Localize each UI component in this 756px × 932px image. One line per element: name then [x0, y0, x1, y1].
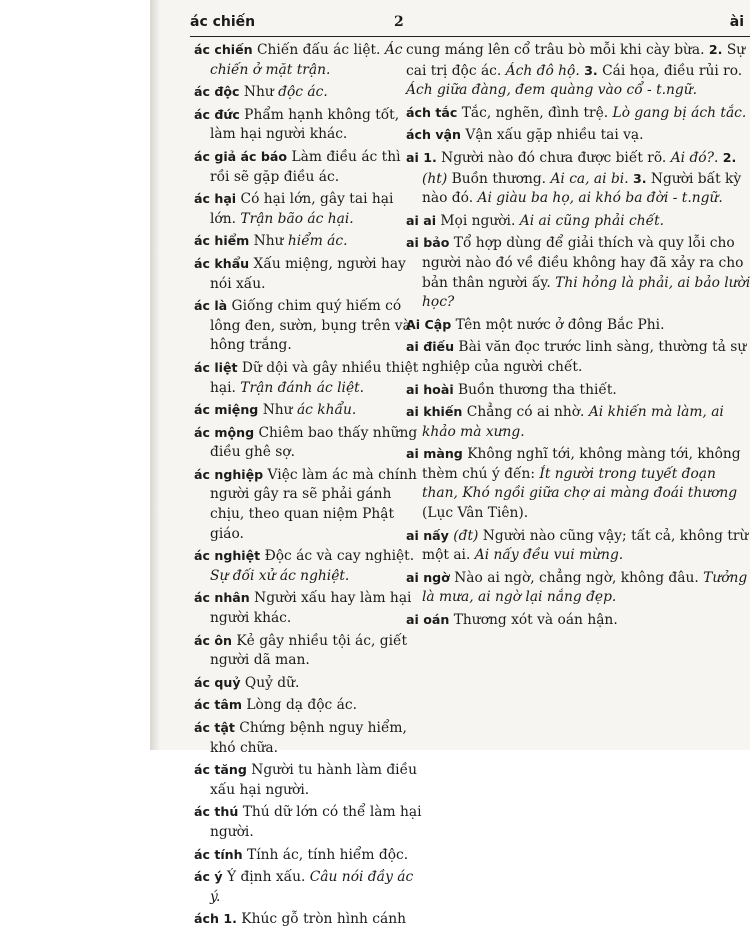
entry-headword: ai nấy [406, 527, 449, 543]
entry-example: Lò gang bị ách tắc. [612, 104, 747, 121]
entry-headword: ác độc [194, 84, 240, 100]
entry-example: (đt) [453, 527, 479, 544]
dictionary-entry [406, 444, 756, 523]
right-column [406, 40, 756, 633]
entry-headword: ác hiểm [194, 233, 250, 249]
entry-headword: ác giả ác báo [194, 148, 288, 164]
entry-text: Sự cai trị độc ác. [406, 42, 746, 79]
dictionary-entry [194, 718, 422, 758]
entry-headword: ác nghiệp [194, 466, 264, 482]
entry-example: Thi hỏng là phải, ai bảo lười học? [422, 274, 751, 311]
entry-example: Ai ca, ai bi. [550, 170, 629, 187]
entry-example: Ít người trong tuyết đoạn than, Khó ngồi giữa chợ ai màng đoái thương [422, 465, 738, 502]
dictionary-entry [406, 380, 756, 401]
dictionary-entry [406, 211, 756, 232]
entry-text: Chiêm bao thấy những điều ghê sợ. [210, 424, 418, 461]
entry-headword: ai oán [406, 612, 450, 628]
entry-headword: ai ai [406, 212, 437, 228]
dictionary-entry [194, 760, 422, 800]
entry-text: Dữ dội và gây nhiều thiệt hại. [210, 359, 419, 396]
dictionary-entry [406, 40, 756, 101]
entry-example: Câu nói đầy ác ý. [210, 869, 414, 905]
dictionary-entry [194, 296, 422, 356]
entry-text: Tắc, nghẽn, đình trệ. [457, 104, 613, 121]
dictionary-entry [406, 337, 756, 377]
dictionary-entry [194, 867, 422, 907]
dictionary-entry [194, 546, 422, 586]
entry-headword: ác ôn [194, 632, 232, 648]
dictionary-entry [406, 103, 756, 124]
dictionary-entry [194, 673, 422, 694]
entry-text: Như [239, 84, 279, 101]
dictionary-entry [194, 465, 422, 544]
entry-example: Tưởng là mưa, ai ngờ lại nắng đẹp. [422, 569, 748, 606]
dictionary-entry [406, 148, 756, 209]
entry-example: hiểm ác. [287, 233, 348, 250]
entry-text: Quỷ dữ. [240, 674, 300, 691]
sense-number: 2. [708, 42, 723, 57]
dictionary-entry [194, 802, 422, 842]
entry-text: Nào ai ngờ, chẳng ngờ, không đâu. [449, 569, 704, 586]
entry-text: Tính ác, tính hiểm độc. [242, 846, 409, 863]
page-header [190, 14, 750, 38]
sense-number: 3. [632, 170, 647, 186]
entry-headword: ách tắc [406, 104, 458, 120]
entry-headword: ai hoài [406, 381, 454, 397]
entry-headword: ai ngờ [406, 569, 450, 585]
entry-example: Ác chiến ở mặt trận. [210, 42, 403, 78]
entry-headword: ác chiến [194, 42, 253, 57]
entry-example: Ai đó? [670, 149, 715, 166]
entry-text: Người nào cũng vậy; tất cả, không trừ một ai. [422, 527, 749, 564]
dictionary-entry [406, 610, 756, 631]
entry-headword: ai điếu [406, 339, 455, 355]
dictionary-entry [194, 147, 422, 187]
page-edge-shadow [150, 0, 160, 750]
dictionary-entry [194, 254, 422, 294]
dictionary-entry [194, 231, 422, 252]
entry-text: Bài văn đọc trước linh sàng, thường tả sự nghiệp của người chết. [422, 339, 747, 375]
header-rule [190, 36, 750, 37]
dictionary-entry [194, 105, 422, 145]
entry-headword: ác tính [194, 846, 243, 862]
entry-text: Thương xót và oán hận. [449, 612, 618, 629]
entry-headword: ác liệt [194, 359, 238, 375]
entry-text: Ý định xấu. [222, 869, 310, 886]
entry-example: độc ác. [278, 84, 328, 101]
entry-headword: ác quỷ [194, 674, 241, 690]
sense-number: 2. [722, 149, 737, 165]
entry-text: - [668, 190, 682, 207]
entry-text: Thú dữ lớn có thể làm hại người. [210, 804, 422, 840]
dictionary-entry [194, 358, 422, 398]
entry-text: Mọi người. [436, 212, 520, 229]
entry-text: (Lục Vân Tiên). [422, 505, 529, 522]
entry-headword: ác hại [194, 191, 237, 207]
entry-headword: Ai Cập [406, 316, 452, 332]
entry-example: Trận bão ác hại. [240, 210, 354, 227]
entry-text: Người nào đó chưa được biết rõ. [436, 149, 671, 166]
left-column [194, 40, 422, 932]
dictionary-entry [194, 695, 422, 716]
entry-text: Như [258, 402, 297, 419]
dictionary-entry [406, 233, 756, 312]
entry-text: Giống chim quý hiếm có lông đen, sườn, bụng trên và hông trắng. [210, 298, 411, 354]
entry-text: Việc làm ác mà chính người gây ra sẽ phải gánh chịu, theo quan niệm Phật giáo. [210, 466, 417, 542]
entry-headword: ác nhân [194, 590, 250, 606]
dictionary-entry [194, 423, 422, 463]
entry-example: Ách đô hộ. [505, 62, 580, 79]
dictionary-entry [194, 631, 422, 671]
entry-headword: ai 1. [406, 149, 437, 165]
entry-example: Ai ai cũng phải chết. [519, 212, 665, 229]
entry-text: Có hại lớn, gây tai hại lớn. [210, 191, 394, 227]
dictionary-entry [194, 909, 422, 930]
dictionary-page [150, 0, 751, 928]
entry-example: (ht) [422, 170, 448, 187]
entry-example: Ách giữa đàng, đem quàng vào cổ [406, 82, 643, 99]
entry-headword: ác tật [194, 720, 235, 735]
entry-text: . [714, 149, 723, 166]
entry-example: Ai khiến mà làm, ai khảo mà xưng. [422, 404, 724, 440]
entry-text: Chẳng có ai nhờ. [462, 404, 589, 421]
entry-example: Sự đối xử ác nghiệt. [210, 567, 350, 584]
entry-headword: ai khiến [406, 404, 463, 420]
entry-text: Phẩm hạnh không tốt, làm hại người khác. [210, 106, 400, 143]
entry-text: Độc ác và cay nghiệt. [260, 548, 415, 565]
dictionary-entry [406, 526, 756, 566]
entry-text: Chiến đấu ác liệt. [252, 42, 385, 58]
dictionary-entry [194, 82, 422, 103]
entry-text: Như [249, 233, 288, 250]
entry-text: Người bất kỳ nào đó. [422, 170, 742, 207]
entry-example: t.ngữ. [656, 82, 698, 99]
entry-text: Làm điều ác thì rồi sẽ gặp điều ác. [210, 148, 401, 185]
entry-text: Buồn thương. [447, 170, 551, 187]
entry-text: Người xấu hay làm hại người khác. [210, 590, 412, 627]
entry-text: Cái họa, điều rủi ro. [597, 62, 743, 79]
entry-text: Khúc gỗ tròn hình cánh [236, 911, 407, 928]
entry-text: Xấu miệng, người hay nói xấu. [210, 255, 406, 292]
entry-headword: ác miệng [194, 402, 259, 418]
dictionary-entry [194, 845, 422, 866]
entry-headword: ác nghiệt [194, 548, 261, 564]
entry-text: Tên một nước ở đông Bắc Phi. [451, 316, 665, 333]
entry-headword: ai màng [406, 446, 463, 462]
entry-text: Vận xấu gặp nhiều tai vạ. [461, 127, 644, 144]
header-left-headword: ác chiến [190, 14, 256, 30]
entry-example: ác khẩu. [296, 402, 357, 419]
entry-headword: ách 1. [194, 911, 237, 927]
entry-example: Ai nấy đều vui mừng. [474, 547, 624, 564]
entry-text: Tổ hợp dùng để giải thích và quy lỗi cho người nào đó về điều không hay đã xảy ra cho bản thân người ấy. [422, 235, 744, 291]
entry-headword: ác thú [194, 804, 239, 820]
entry-example: Trận đánh ác liệt. [240, 379, 365, 396]
entry-text: Chứng bệnh nguy hiểm, khó chữa. [210, 720, 407, 756]
entry-headword: ách vận [406, 127, 461, 143]
dictionary-entry [194, 588, 422, 628]
entry-text: Lòng dạ độc ác. [242, 697, 357, 714]
entry-example: t.ngữ. [681, 190, 723, 207]
entry-text: cung máng lên cổ trâu bò mỗi khi cày bừa. [406, 42, 709, 58]
entry-headword: ác khẩu [194, 255, 250, 271]
entry-headword: ác đức [194, 106, 240, 122]
entry-headword: ác là [194, 298, 228, 314]
dictionary-entry [194, 40, 422, 80]
dictionary-entry [406, 125, 756, 146]
entry-text: - [642, 82, 657, 99]
header-right-headword: ài [729, 14, 744, 30]
dictionary-entry [406, 315, 756, 336]
entry-headword: ác tâm [194, 697, 242, 713]
entry-text: Người tu hành làm điều xấu hại người. [210, 762, 417, 798]
entry-headword: ác mộng [194, 424, 255, 440]
dictionary-entry [406, 402, 756, 442]
sense-number: 3. [584, 62, 598, 78]
entry-text: Kẻ gây nhiều tội ác, giết người dã man. [210, 632, 408, 669]
dictionary-entry [194, 400, 422, 421]
entry-headword: ác ý [194, 869, 223, 885]
dictionary-entry [194, 189, 422, 229]
dictionary-entry [406, 568, 756, 608]
entry-example: Ai giàu ba họ, ai khó ba đời [477, 190, 669, 207]
entry-text: Không nghĩ tới, không màng tới, không thèm chú ý đến: [422, 446, 741, 482]
page-number: 2 [394, 14, 404, 30]
entry-text: Buồn thương tha thiết. [453, 381, 617, 398]
entry-headword: ác tăng [194, 762, 247, 778]
entry-headword: ai bảo [406, 235, 450, 251]
